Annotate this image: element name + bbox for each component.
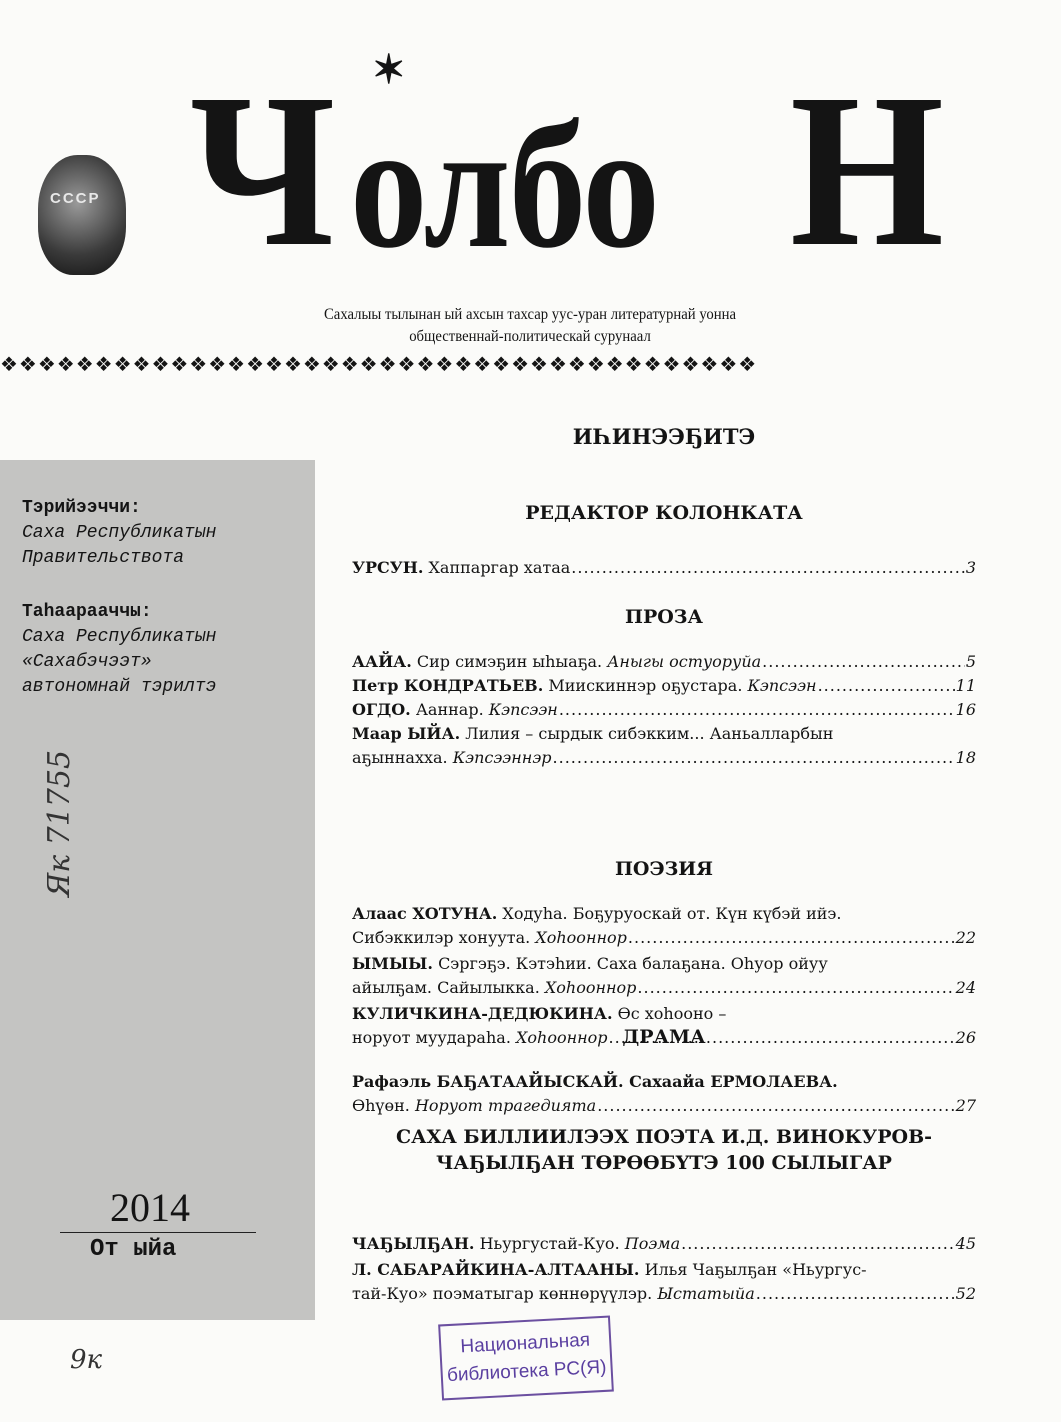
handwritten-initials: 9к	[70, 1345, 103, 1375]
entry-title: Сэргэҕэ. Кэтэһии. Саха балаҕана. Оһуор ойуу	[438, 954, 828, 973]
entry-author: Алаас ХОТУНА.	[352, 904, 498, 923]
dot-leader	[628, 926, 955, 950]
entry-author: ЧАҔЫЛҔАН.	[352, 1234, 475, 1253]
publisher-label: Таhаарааччы:	[22, 602, 152, 622]
entry-genre: Хоһооннор	[535, 928, 627, 947]
entry-page-number: 5	[965, 652, 976, 671]
section-title-line: ПРОЗА	[625, 606, 703, 628]
founder-line: Правительствота	[22, 548, 185, 568]
publisher-line: автономнай тэрилтэ	[22, 677, 217, 697]
toc-entry[interactable]	[352, 952, 976, 1000]
entry-page-number: 45	[955, 1234, 976, 1253]
entry-page-number: 26	[955, 1028, 976, 1047]
entry-title: аҕыннахха.	[352, 748, 448, 767]
entry-page-number: 16	[955, 700, 976, 719]
entry-author: Л. САБАРАЙКИНА-АЛТААНЫ.	[352, 1260, 640, 1279]
entry-genre: Аныгы остуоруйа	[607, 652, 762, 671]
entry-title: Ходуһа. Боҕуруоскай от. Күн күбэй ийэ.	[502, 904, 842, 923]
section-title-line: ЧАҔЫЛҔАН ТӨРӨӨБҮТЭ 100 СЫЛЫГАР	[436, 1152, 892, 1174]
publisher-block	[22, 600, 216, 700]
entry-page-number: 24	[955, 978, 976, 997]
entry-author: ААЙА.	[352, 652, 412, 671]
toc-entry[interactable]	[352, 674, 976, 698]
publisher-line: «Сахабэчээт»	[22, 652, 152, 672]
entry-page-number: 22	[955, 928, 976, 947]
entry-author: ЫМЫЫ.	[352, 954, 433, 973]
entry-title: Хаппаргар хатаа	[428, 558, 571, 577]
ornament-border: ❖❖❖❖❖❖❖❖❖❖❖❖❖❖❖❖❖❖❖❖❖❖❖❖❖❖❖❖❖❖❖❖❖❖❖❖❖❖❖❖	[0, 352, 758, 376]
year-divider	[60, 1232, 256, 1233]
entry-title: айылҕам. Сайылыкка.	[352, 978, 540, 997]
dot-leader	[553, 746, 955, 770]
dot-leader	[681, 1232, 955, 1256]
entry-genre: Норуот трагедията	[414, 1096, 597, 1115]
entry-page-number: 52	[955, 1284, 976, 1303]
toc-section-title	[352, 1024, 976, 1050]
toc-section-title	[352, 604, 976, 630]
founder-block	[22, 496, 216, 571]
entry-author: Маар ЫЙА.	[352, 724, 461, 743]
entry-title: Лилия – сырдык сибэкким... Ааньалларбын	[465, 724, 834, 743]
subtitle-line: Сахалыы тылынан ый ахсын тахсар уус-уран литературнай уонна	[323, 306, 737, 323]
entry-genre: Кэпсээн	[747, 676, 817, 695]
dot-leader	[818, 674, 955, 698]
badge-text: СССР	[50, 190, 101, 207]
issue-month: От ыйа	[90, 1236, 177, 1263]
toc-heading: ИҺИНЭЭҔИТЭ	[572, 424, 756, 449]
entry-genre: Хоһооннор	[516, 1028, 608, 1047]
dot-leader	[597, 1094, 954, 1118]
entry-title: норуот муударaһа.	[352, 1028, 511, 1047]
entry-author: Петр КОНДРАТЬЕВ.	[352, 676, 544, 695]
magazine-subtitle	[226, 304, 833, 348]
magazine-title	[0, 0, 1061, 300]
entry-title: Өс хоһооно –	[617, 1004, 727, 1023]
entry-title: Илья Чаҕылҕан «Ньургус-	[644, 1260, 867, 1279]
toc-section-title	[352, 500, 976, 526]
entry-author: Рафаэль БАҔАТААЙЫСКАЙ. Сахаайа ЕРМОЛАЕВА.	[352, 1072, 838, 1091]
title-last-letter: Н	[790, 48, 945, 292]
section-title-line: САХА БИЛЛИИЛЭЭХ ПОЭТА И.Д. ВИНОКУРОВ-	[395, 1126, 933, 1148]
entry-title: Сибэккилэр хонуута.	[352, 928, 531, 947]
subtitle-line: общественнай-политическай сурунаал	[409, 328, 651, 345]
founder-line: Саха Республикатын	[22, 523, 217, 543]
issue-year: 2014	[110, 1185, 190, 1230]
toc-entry[interactable]	[352, 1258, 976, 1306]
section-title-line: РЕДАКТОР КОЛОНКАТА	[525, 502, 803, 524]
toc-entry[interactable]	[352, 1070, 976, 1118]
toc-entry[interactable]	[352, 698, 976, 722]
entry-genre: Поэма	[624, 1234, 681, 1253]
dot-leader	[637, 976, 954, 1000]
toc-entry[interactable]	[352, 650, 976, 674]
entry-page-number: 18	[955, 748, 976, 767]
toc-entry[interactable]	[352, 556, 976, 580]
entry-genre: Хоһооннор	[544, 978, 637, 997]
section-title-line: ДРАМА	[622, 1026, 706, 1048]
toc-section-title	[352, 1124, 976, 1176]
entry-title: тай-Куо» поэматыгар көннөрүүлэр.	[352, 1284, 653, 1303]
entry-title: Өһүөн.	[352, 1096, 410, 1115]
star-icon: ✶	[372, 47, 406, 92]
entry-genre: Кэпсээннэр	[452, 748, 552, 767]
section-title-line: ПОЭЗИЯ	[614, 858, 713, 880]
publisher-line: Саха Республикатын	[22, 627, 217, 647]
library-stamp	[438, 1316, 614, 1401]
entry-genre: Ыстатыйа	[657, 1284, 755, 1303]
entry-title: Ньургустай-Куо.	[479, 1234, 620, 1253]
title-first-letter: Ч	[190, 48, 336, 292]
stamp-line: Национальная	[459, 1329, 591, 1358]
stamp-line: библиотека РС(Я)	[446, 1356, 607, 1387]
handwritten-inventory-number: Як 71755	[42, 749, 77, 897]
dot-leader	[762, 650, 965, 674]
dot-leader	[756, 1282, 955, 1306]
entry-author: ОГДО.	[352, 700, 411, 719]
entry-title: Миискиннэр оҕустара.	[548, 676, 743, 695]
entry-page-number: 27	[955, 1096, 976, 1115]
entry-page-number: 3	[965, 558, 976, 577]
entry-title: Сир симэҕин ыһыаҕа.	[416, 652, 603, 671]
toc-section-title	[352, 856, 976, 882]
toc-entry[interactable]	[352, 902, 976, 950]
dot-leader	[571, 556, 965, 580]
entry-author: КУЛИЧКИНА-ДЕДЮКИНА.	[352, 1004, 613, 1023]
toc-entry[interactable]	[352, 722, 976, 770]
entry-genre: Кэпсээн	[488, 700, 558, 719]
title-middle: олбо	[350, 86, 659, 285]
entry-author: УРСУН.	[352, 558, 424, 577]
dot-leader	[559, 698, 955, 722]
entry-title: Ааннар.	[415, 700, 484, 719]
entry-page-number: 11	[955, 676, 976, 695]
toc-entry[interactable]	[352, 1232, 976, 1256]
founder-label: Тэрийээччи:	[22, 498, 141, 518]
